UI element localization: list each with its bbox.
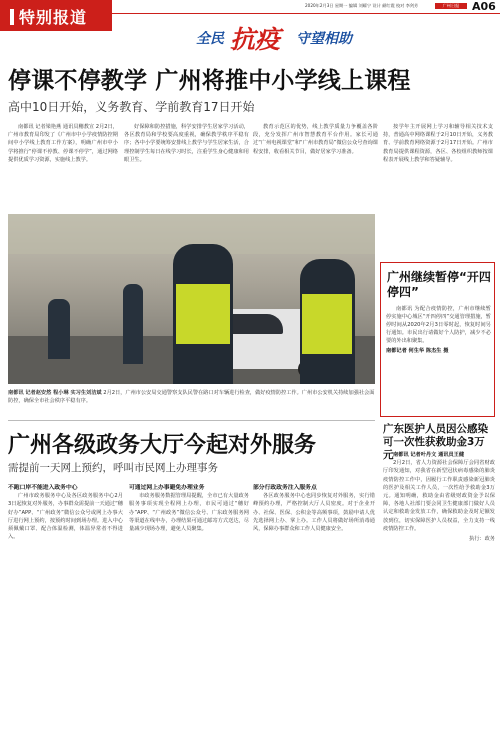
photo-officer-left-vest xyxy=(176,284,230,344)
story2-section-heading-3: 部分行政政务注入服务点 xyxy=(253,485,317,491)
sidebar2-title: 广东医护人员因公感染可一次性获救助金3万元 xyxy=(383,423,488,461)
sidebar1-title: 广州继续暂停“开四停四” xyxy=(387,270,491,299)
subhead-online-courses: 高中10日开始，义务教育、学前教育17日开始 xyxy=(8,100,255,114)
story2-text-2: 市政务服务数据管理局提醒，全市已有大量政务服务事项实现全程网上办理，市民可通过“穗好办”APP、“广州政务”微信公众号、广东政务服务网等渠道在线申办，办理结果可通过邮寄方式送达，尽量减少现场办理，避免人员聚集。 xyxy=(129,493,249,533)
page-number: A06 xyxy=(472,0,496,13)
sidebar1-text: 南都讯 为配合疫情防控，广州市继续暂停实施中心城区“开四停四”交通管理措施，暂停时间从2020年2月3日零时起，恢复时间另行通知。市民出行请做好个人防护，减少不必要的外出和聚集。 xyxy=(386,306,491,344)
story2-column-3 xyxy=(253,484,375,750)
news-photo-police-checkpoint xyxy=(8,214,375,384)
headline-online-courses: 停课不停教学 广州将推中小学线上课程 xyxy=(8,68,411,94)
sidebar2-text: 2月2日，省人力资源社会保障厅会同省财政厅印发通知，对我省在新型冠状病毒感染的肺炎疫情防控工作中，因履行工作职责感染新冠肺炎的医护及相关工作人员，一次性给予救助金3万元。通知明确，救助金由省级财政资金予以保障，各地人社部门要会同卫生健康部门做好人员认定和救助金发放工作，确保救助金及时足额发放到位，切实保障医护人员权益，全力支持一线疫情防控工作。 xyxy=(383,460,495,532)
story2-column-2 xyxy=(129,484,249,750)
story2-column-1 xyxy=(8,484,123,750)
sidebar2-body xyxy=(383,451,495,750)
photo-caption xyxy=(8,389,375,415)
story2-section-heading-2: 可通过网上办事避免办理业务 xyxy=(129,485,205,491)
story2-text-3: 各区政务服务中心也同步恢复对外服务，实行错峰预约办理，严格控制大厅人员密度。对于企业开办、社保、医保、公积金等高频事项，鼓励申请人优先选择网上办、掌上办。工作人员将做好场所消毒通风，保障办事群众和工作人员健康安全。 xyxy=(253,493,375,533)
campaign-logo xyxy=(196,22,376,52)
section-banner xyxy=(0,0,112,31)
photo-officer-background-1 xyxy=(48,299,70,359)
photo-officer-background-2 xyxy=(123,284,143,364)
sidebar1-byline: 南都记者 何生华 陈杰生 摄 xyxy=(386,348,449,354)
logo-suffix: 守望相助 xyxy=(296,31,352,47)
sidebar2-lead: 南都讯 记者叶丹文 通讯员王健 xyxy=(393,452,465,458)
story1-column-3: 教育示范区的优势，线上教学质量力争覆盖各阶段，充分发挥广州市智慧教育平台作用。家长可通过“广州电视课堂”和“广州市教育局”微信公众号查询课程安排，收看相关节目，做好居家学习准备。 xyxy=(253,124,378,155)
subhead-gov-service-halls: 需提前一天网上预约，呼叫市民网上办理事务 xyxy=(8,462,218,474)
sidebar2-signature: 执行：政务 xyxy=(469,536,495,543)
story2-section-heading-1: 不跑口岸不能进入政务中心 xyxy=(8,485,78,491)
story1-column-1: 南都讯 记者梁艳燕 通讯员穗教宣 2月2日，广州市教育局印发了《广州市中小学疫情防控期间中小学线上教育工作方案》，明确广州市中小学将推行“停课不停教、停课不停学”，通过网络提供优质学习资源，实施线上教学。 xyxy=(8,124,118,163)
caption-text: 2月2日，广州市公安局交通警察支队民警在路口对车辆进行检查，做好疫情防控工作。广州市公安机关持续加强社会面防控，确保全市社会秩序平稳有序。 xyxy=(8,390,375,405)
story1-column-4: 按学年主开展网上学习和辅导相关技术支持，普通高中网络课程于2月10日开始，义务教育、学前教育网络资源于2月17日开始。广州市教育局提供课程资源，各区、各校组织教师按课程表开展线上教学和答疑辅导。 xyxy=(383,124,493,163)
logo-prefix: 全民 xyxy=(196,31,224,47)
logo-main: 抗疫 xyxy=(230,25,281,52)
section-title: 特别报道 xyxy=(19,8,88,27)
paper-badge: 广州日报 xyxy=(435,3,467,9)
sidebar1-body xyxy=(386,305,491,403)
header-rule xyxy=(112,13,500,14)
caption-lead: 南都讯 记者赵安然 程小琳 实习生刘洁斌 xyxy=(8,390,102,396)
photo-officer-right-vest xyxy=(302,294,352,354)
headline-gov-service-halls: 广州各级政务大厅今起对外服务 xyxy=(8,433,317,458)
story2-text-1: 广州市政务服务中心及各区政务服务中心2月3日起恢复对外服务，办事群众需提前一天通过“穗好办”APP、“广州政务”微信公众号或网上办事大厅进行网上预约，按预约时间到场办理。进入中心须佩戴口罩、配合体温检测，体温异常者不得进入。 xyxy=(8,493,123,541)
section-divider xyxy=(8,420,375,421)
issue-meta: 2020年2月3日 星期一 编辑 刘耀宁 设计 颜红霞 校对 李剑芳 xyxy=(305,3,419,8)
story1-column-2: 好保障和防控措施，科学安排学生居家学习活动，各区教育局和学校要高度重视，确保教学秩序平稳有序；各中小学要统筹安排线上教学与学生居家生活，合理控制学生每日在线学习时长，注重学生身心健康和用眼卫生。 xyxy=(124,124,249,163)
